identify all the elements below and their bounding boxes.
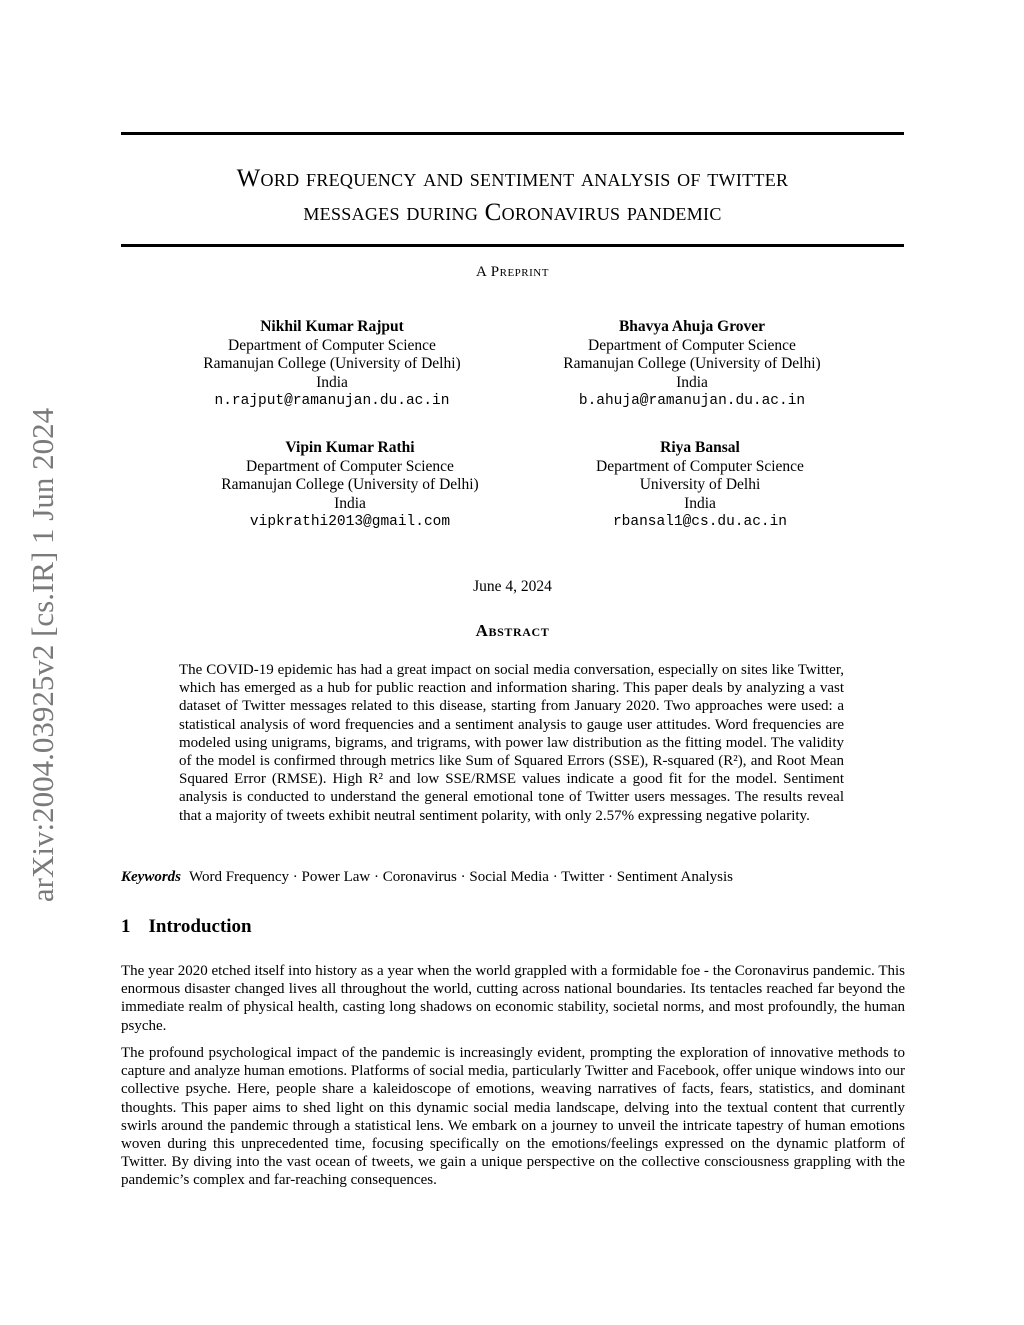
keywords-line [121,868,904,886]
title-top-rule [121,132,904,135]
author-affiliation: Ramanujan College (University of Delhi) [203,355,461,372]
author-name: Bhavya Ahuja Grover [618,318,766,335]
abstract-text: The COVID-19 epidemic has had a great impact on social media conversation, especially on sites like Twitter, which has emerged as a hub for public reaction and information sharing. This paper deals by analyzing a vast dataset of Twitter messages related to this disease, starting from January 2020. Two approaches were used: a statistical analysis of word frequencies and a sentiment analysis to gauge user attitudes. Word frequencies are modeled using unigrams, bigrams, and trigrams, with power law distribution as the fitting model. The validity of the model is confirmed through metrics like Sum of Squared Errors (SSE), R-squared (R²), and Root Mean Squared Error (RMSE). High R² and low SSE/RMSE values indicate a good fit for the model. Sentiment analysis is conducted to understand the general emotional tone of Twitter users messages. The results reveal that a majority of tweets exhibit neutral sentiment polarity, with only 2.57% expressing negative polarity. [179,662,844,824]
preprint-label: A Preprint [476,264,549,280]
intro-paragraph-1: The year 2020 etched itself into history as a year when the world grappled with a formidable foe - the Coronavirus pandemic. This enormous disaster changed lives all throughout the world, cutting across national boundaries. Its tentacles reached far beyond the immediate realm of physical health, casting long shadows on economic stability, societal norms, and most profoundly, the human psyche. [121,963,905,1034]
title-bottom-rule [121,244,904,247]
paper-title [121,162,904,230]
author-email: n.rajput@ramanujan.du.ac.in [214,393,450,409]
author-email: rbansal1@cs.du.ac.in [612,514,788,530]
paper-title-line-1: Word frequency and sentiment analysis of twitter [236,165,789,192]
author-country: India [316,373,348,391]
section-number: 1 [121,916,131,937]
author-department: Department of Computer Science [246,457,454,475]
keywords-text: Word Frequency · Power Law · Coronavirus · Social Media · Twitter · Sentiment Analysis [189,869,734,885]
author-name: Nikhil Kumar Rajput [260,318,404,335]
author-department: Department of Computer Science [588,336,796,354]
author-block [532,318,852,411]
abstract-heading: Abstract [475,621,550,640]
author-block [172,318,492,411]
author-name: Riya Bansal [660,439,740,456]
author-department: Department of Computer Science [228,336,436,354]
paper-title-line-2: messages during Coronavirus pandemic [303,199,722,226]
author-block [540,439,860,532]
author-block [190,439,510,532]
author-affiliation: University of Delhi [639,476,761,493]
section-heading-introduction [121,916,252,938]
paper-date: June 4, 2024 [473,578,552,595]
author-country: India [676,373,708,391]
author-country: India [684,494,716,512]
author-email: b.ahuja@ramanujan.du.ac.in [578,393,806,409]
keywords-label: Keywords [121,869,181,885]
author-affiliation: Ramanujan College (University of Delhi) [563,355,821,372]
author-country: India [334,494,366,512]
section-title: Introduction [148,916,252,937]
author-name: Vipin Kumar Rathi [285,439,415,456]
arxiv-id-text: arXiv:2004.03925v2 [cs.IR] 1 Jun 2024 [25,407,60,903]
author-department: Department of Computer Science [596,457,804,475]
author-email: vipkrathi2013@gmail.com [249,514,451,530]
author-affiliation: Ramanujan College (University of Delhi) [221,476,479,493]
intro-paragraph-2: The profound psychological impact of the pandemic is increasingly evident, prompting the exploration of innovative methods to capture and analyze human emotions. Platforms of social media, particularly Twitter and Facebook, offer unique windows into our collective psyche. Here, people share a kaleidoscope of emotions, weaving narratives of facts, fears, statistics, and dominant thoughts. This paper aims to shed light on this dynamic social media landscape, delving into the textual content that currently swirls around the pandemic through a statistical lens. We embark on a journey to unveil the intricate tapestry of human emotions woven during this unprecedented time, focusing specifically on the emotions/feelings expressed on the dynamic platform of Twitter. By diving into the vast ocean of tweets, we gain a unique perspective on the collective consciousness grappling with the pandemic’s complex and far-reaching consequences. [121,1045,906,1189]
